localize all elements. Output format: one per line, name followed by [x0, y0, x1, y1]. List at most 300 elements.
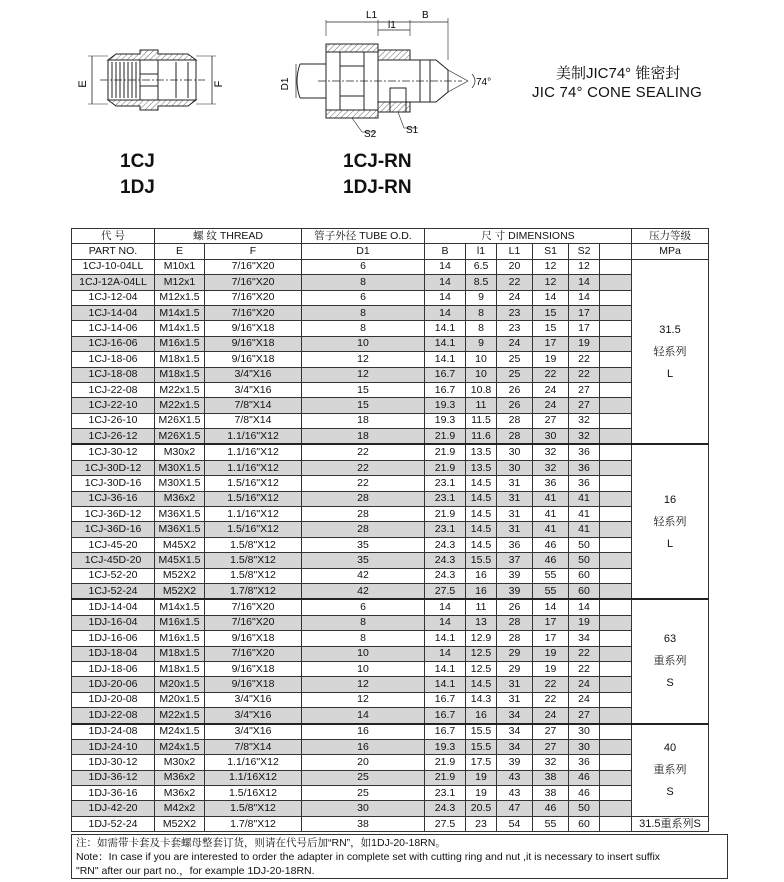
- cell-blank: [600, 599, 632, 615]
- cell-dim-s1: 17: [533, 615, 569, 630]
- cell-tube-d1: 15: [302, 382, 425, 397]
- cell-dim-l1: 39: [497, 568, 533, 583]
- cell-dim-s1: 24: [533, 398, 569, 413]
- cell-dim-s2: 19: [569, 336, 600, 351]
- cell-tube-d1: 20: [302, 755, 425, 770]
- cell-blank: [600, 476, 632, 491]
- cell-dim-i1: 12.9: [466, 631, 497, 646]
- cell-thread-e: M52X2: [155, 568, 205, 583]
- cell-dim-s2: 30: [569, 724, 600, 740]
- cell-dim-l1: 28: [497, 615, 533, 630]
- cell-dim-l1: 26: [497, 398, 533, 413]
- cell-dim-l1: 28: [497, 413, 533, 428]
- cell-thread-e: M14x1.5: [155, 305, 205, 320]
- cell-part-no: 1DJ-24-08: [72, 724, 155, 740]
- cell-blank: [600, 553, 632, 568]
- cell-blank: [600, 259, 632, 274]
- cell-dim-i1: 15.5: [466, 739, 497, 754]
- pressure-group: [632, 259, 709, 444]
- cell-part-no: 1DJ-42-20: [72, 801, 155, 816]
- table-row: [72, 786, 709, 801]
- header-blank: [600, 244, 632, 259]
- cell-part-no: 1DJ-22-08: [72, 708, 155, 724]
- cell-dim-s2: 17: [569, 321, 600, 336]
- cell-blank: [600, 801, 632, 816]
- cell-dim-l1: 28: [497, 429, 533, 445]
- cell-thread-f: 1.5/16"X12: [205, 491, 302, 506]
- pressure-line: 重系列: [653, 655, 687, 668]
- table-row: [72, 336, 709, 351]
- cell-dim-s2: 60: [569, 568, 600, 583]
- cell-tube-d1: 6: [302, 259, 425, 274]
- cell-dim-b: 23.1: [425, 491, 466, 506]
- cell-thread-f: 7/8"X14: [205, 413, 302, 428]
- cell-blank: [600, 444, 632, 460]
- cell-tube-d1: 22: [302, 444, 425, 460]
- cell-blank: [600, 739, 632, 754]
- cell-thread-f: 1.5/16X12: [205, 786, 302, 801]
- cell-tube-d1: 15: [302, 398, 425, 413]
- cell-dim-s1: 32: [533, 755, 569, 770]
- cell-dim-b: 14.1: [425, 352, 466, 367]
- table-row: [72, 661, 709, 676]
- cell-dim-i1: 8: [466, 321, 497, 336]
- cell-dim-l1: 34: [497, 739, 533, 754]
- cell-part-no: 1CJ-22-10: [72, 398, 155, 413]
- cell-dim-i1: 19: [466, 770, 497, 785]
- cell-dim-s2: 34: [569, 631, 600, 646]
- table-row: [72, 677, 709, 692]
- cell-dim-i1: 20.5: [466, 801, 497, 816]
- cell-thread-f: 3/4"X16: [205, 692, 302, 707]
- cell-dim-s1: 15: [533, 305, 569, 320]
- cell-part-no: 1DJ-36-16: [72, 786, 155, 801]
- cell-tube-d1: 28: [302, 522, 425, 537]
- cell-thread-f: 1.1/16"X12: [205, 460, 302, 475]
- cone-sealing-cn: 美制JIC74° 锥密封: [556, 65, 681, 82]
- cell-tube-d1: 18: [302, 413, 425, 428]
- cell-dim-b: 14: [425, 599, 466, 615]
- cell-dim-i1: 14.5: [466, 522, 497, 537]
- header-f: F: [205, 244, 302, 259]
- cell-blank: [600, 382, 632, 397]
- cell-dim-b: 14: [425, 646, 466, 661]
- cell-dim-i1: 9: [466, 290, 497, 305]
- cell-part-no: 1DJ-36-12: [72, 770, 155, 785]
- cell-part-no: 1CJ-10-04LL: [72, 259, 155, 274]
- order-note: [71, 834, 728, 879]
- cell-dim-i1: 10: [466, 367, 497, 382]
- cell-tube-d1: 22: [302, 460, 425, 475]
- dim-label-f: F: [213, 80, 225, 88]
- cell-thread-f: 3/4"X16: [205, 708, 302, 724]
- cell-dim-l1: 43: [497, 770, 533, 785]
- cell-thread-f: 7/16"X20: [205, 305, 302, 320]
- cell-blank: [600, 755, 632, 770]
- cell-dim-b: 24.3: [425, 568, 466, 583]
- cell-tube-d1: 28: [302, 507, 425, 522]
- cell-tube-d1: 25: [302, 786, 425, 801]
- dim-label-b: B: [422, 10, 429, 21]
- pressure-line: 16: [663, 493, 677, 506]
- cell-dim-b: 14: [425, 259, 466, 274]
- cell-part-no: 1CJ-30D-12: [72, 460, 155, 475]
- cell-thread-e: M14x1.5: [155, 321, 205, 336]
- cell-dim-s2: 19: [569, 615, 600, 630]
- cell-dim-b: 19.3: [425, 398, 466, 413]
- drawings-area: [0, 0, 784, 222]
- cell-blank: [600, 429, 632, 445]
- table-row: [72, 413, 709, 428]
- cell-thread-e: M30X1.5: [155, 476, 205, 491]
- dim-label-s2: S2: [364, 129, 377, 140]
- cell-dim-s1: 41: [533, 522, 569, 537]
- table-row: [72, 460, 709, 475]
- cell-blank: [600, 522, 632, 537]
- cell-dim-b: 14.1: [425, 336, 466, 351]
- cell-dim-b: 19.3: [425, 413, 466, 428]
- cell-thread-f: 7/16"X20: [205, 275, 302, 290]
- cell-thread-f: 1.5/16"X12: [205, 522, 302, 537]
- cell-dim-b: 21.9: [425, 770, 466, 785]
- cell-thread-f: 9/16"X18: [205, 321, 302, 336]
- cell-dim-s1: 19: [533, 646, 569, 661]
- cell-dim-s1: 15: [533, 321, 569, 336]
- cell-dim-l1: 29: [497, 661, 533, 676]
- cell-dim-l1: 23: [497, 305, 533, 320]
- cell-thread-e: M45X1.5: [155, 553, 205, 568]
- table-row: [72, 631, 709, 646]
- cell-part-no: 1CJ-52-20: [72, 568, 155, 583]
- cell-thread-e: M18x1.5: [155, 646, 205, 661]
- cell-part-no: 1CJ-45D-20: [72, 553, 155, 568]
- cell-dim-i1: 9: [466, 336, 497, 351]
- cell-dim-l1: 47: [497, 801, 533, 816]
- cell-dim-l1: 24: [497, 336, 533, 351]
- cell-thread-e: M16x1.5: [155, 336, 205, 351]
- note-cn: 注：如需带卡套及卡套螺母整套订货，则请在代号后加“RN”，如1DJ-20-18RN。: [76, 837, 446, 849]
- cell-thread-f: 1.5/8"X12: [205, 801, 302, 816]
- cell-thread-f: 7/16"X20: [205, 290, 302, 305]
- cell-part-no: 1CJ-36-16: [72, 491, 155, 506]
- cell-dim-i1: 12.5: [466, 661, 497, 676]
- cell-tube-d1: 18: [302, 429, 425, 445]
- cell-part-no: 1CJ-36D-12: [72, 507, 155, 522]
- header-s1: S1: [533, 244, 569, 259]
- cell-thread-e: M30x2: [155, 755, 205, 770]
- cell-blank: [600, 460, 632, 475]
- cell-tube-d1: 12: [302, 352, 425, 367]
- cell-dim-i1: 13.5: [466, 444, 497, 460]
- note-en-1: Note：In case if you are interested to order the adapter in complete set with cutting ring and nut ,it is necessary to insert suffix: [76, 851, 661, 863]
- cell-dim-s1: 55: [533, 816, 569, 831]
- cell-part-no: 1DJ-18-04: [72, 646, 155, 661]
- cell-blank: [600, 305, 632, 320]
- cell-dim-l1: 39: [497, 755, 533, 770]
- table-row: [72, 553, 709, 568]
- pressure-line: 轻系列: [653, 515, 687, 528]
- cell-thread-e: M20x1.5: [155, 677, 205, 692]
- cell-dim-s2: 50: [569, 553, 600, 568]
- cell-tube-d1: 12: [302, 677, 425, 692]
- dim-label-angle: 74°: [476, 77, 492, 88]
- cell-part-no: 1CJ-18-06: [72, 352, 155, 367]
- cell-tube-d1: 42: [302, 583, 425, 599]
- cell-blank: [600, 708, 632, 724]
- cell-blank: [600, 786, 632, 801]
- cell-part-no: 1CJ-26-10: [72, 413, 155, 428]
- header-part-no: PART NO.: [72, 244, 155, 259]
- cell-blank: [600, 413, 632, 428]
- cell-dim-i1: 17.5: [466, 755, 497, 770]
- cell-dim-s1: 46: [533, 801, 569, 816]
- part-label-right-1: 1CJ-RN: [343, 151, 412, 172]
- header-e: E: [155, 244, 205, 259]
- cell-dim-s2: 36: [569, 444, 600, 460]
- cell-tube-d1: 16: [302, 739, 425, 754]
- cell-thread-e: M12x1: [155, 275, 205, 290]
- cell-dim-l1: 31: [497, 476, 533, 491]
- cell-dim-s2: 22: [569, 646, 600, 661]
- dim-label-s1: S1: [406, 125, 419, 136]
- cell-dim-s2: 60: [569, 816, 600, 831]
- header-d1: D1: [302, 244, 425, 259]
- cell-dim-b: 14: [425, 275, 466, 290]
- table-row: [72, 491, 709, 506]
- cell-dim-s2: 17: [569, 305, 600, 320]
- table-row: [72, 599, 709, 615]
- cell-dim-s1: 22: [533, 367, 569, 382]
- cell-part-no: 1DJ-16-04: [72, 615, 155, 630]
- cell-thread-f: 1.1/16"X12: [205, 429, 302, 445]
- cell-thread-f: 1.5/16"X12: [205, 476, 302, 491]
- cell-dim-s1: 27: [533, 413, 569, 428]
- cell-tube-d1: 8: [302, 615, 425, 630]
- cell-dim-b: 21.9: [425, 507, 466, 522]
- table-row: [72, 352, 709, 367]
- cell-dim-i1: 11.6: [466, 429, 497, 445]
- cell-dim-i1: 8: [466, 305, 497, 320]
- header-code: 代 号: [72, 229, 155, 244]
- cell-dim-l1: 30: [497, 460, 533, 475]
- table-row: [72, 755, 709, 770]
- cell-blank: [600, 646, 632, 661]
- cell-thread-f: 7/16"X20: [205, 259, 302, 274]
- cell-thread-e: M36X1.5: [155, 507, 205, 522]
- cell-dim-b: 14.1: [425, 677, 466, 692]
- cell-dim-s1: 36: [533, 476, 569, 491]
- part-label-left-1: 1CJ: [120, 151, 155, 172]
- cell-dim-i1: 14.5: [466, 537, 497, 552]
- cell-dim-l1: 34: [497, 708, 533, 724]
- left-fitting-drawing: [88, 50, 216, 110]
- cell-dim-b: 23.1: [425, 522, 466, 537]
- cell-blank: [600, 816, 632, 831]
- cell-thread-e: M36x2: [155, 786, 205, 801]
- part-label-left-2: 1DJ: [120, 177, 155, 198]
- cell-dim-i1: 11.5: [466, 413, 497, 428]
- cell-thread-f: 7/16"X20: [205, 599, 302, 615]
- cell-thread-f: 1.5/8"X12: [205, 568, 302, 583]
- cell-tube-d1: 22: [302, 476, 425, 491]
- cell-dim-l1: 26: [497, 382, 533, 397]
- cell-dim-l1: 31: [497, 491, 533, 506]
- cell-dim-l1: 54: [497, 816, 533, 831]
- cell-dim-b: 16.7: [425, 724, 466, 740]
- cell-dim-l1: 34: [497, 724, 533, 740]
- cell-dim-i1: 13.5: [466, 460, 497, 475]
- cell-dim-s1: 46: [533, 537, 569, 552]
- cell-thread-f: 9/16"X18: [205, 661, 302, 676]
- cell-thread-f: 3/4"X16: [205, 382, 302, 397]
- cell-dim-i1: 14.5: [466, 677, 497, 692]
- cell-dim-s2: 32: [569, 413, 600, 428]
- cell-part-no: 1CJ-45-20: [72, 537, 155, 552]
- cell-dim-s1: 55: [533, 583, 569, 599]
- cell-dim-b: 14.1: [425, 631, 466, 646]
- cell-tube-d1: 10: [302, 661, 425, 676]
- cell-dim-s1: 19: [533, 352, 569, 367]
- table-row: [72, 615, 709, 630]
- dimensions-table: [71, 228, 709, 832]
- cell-dim-s1: 17: [533, 336, 569, 351]
- table-row: [72, 444, 709, 460]
- pressure-line: 31.5重系列S: [639, 817, 701, 830]
- pressure-line: 63: [663, 633, 677, 646]
- cell-dim-b: 21.9: [425, 460, 466, 475]
- table-row: [72, 321, 709, 336]
- cell-dim-i1: 14.3: [466, 692, 497, 707]
- cell-tube-d1: 16: [302, 724, 425, 740]
- cell-dim-l1: 25: [497, 367, 533, 382]
- pressure-group: [632, 816, 709, 831]
- cell-dim-s1: 27: [533, 724, 569, 740]
- cell-dim-s1: 12: [533, 259, 569, 274]
- cell-dim-l1: 36: [497, 537, 533, 552]
- cell-dim-s1: 55: [533, 568, 569, 583]
- table-row: [72, 646, 709, 661]
- cell-dim-s2: 41: [569, 522, 600, 537]
- cell-dim-s1: 41: [533, 491, 569, 506]
- table-body: [72, 259, 709, 831]
- dim-label-i1: l1: [388, 20, 396, 31]
- cell-thread-e: M36X1.5: [155, 522, 205, 537]
- cell-dim-i1: 10.8: [466, 382, 497, 397]
- table-row: [72, 568, 709, 583]
- pressure-group: [632, 599, 709, 723]
- table-row: [72, 259, 709, 274]
- cell-thread-f: 1.1/16"X12: [205, 507, 302, 522]
- table-row: [72, 429, 709, 445]
- cell-dim-s2: 12: [569, 259, 600, 274]
- cell-thread-f: 3/4"X16: [205, 724, 302, 740]
- table-row: [72, 583, 709, 599]
- cell-dim-s2: 32: [569, 429, 600, 445]
- cell-dim-l1: 24: [497, 290, 533, 305]
- cell-tube-d1: 12: [302, 692, 425, 707]
- cell-thread-e: M16x1.5: [155, 615, 205, 630]
- cell-dim-b: 16.7: [425, 708, 466, 724]
- dim-label-d1: D1: [280, 77, 291, 91]
- cell-dim-b: 21.9: [425, 755, 466, 770]
- cell-tube-d1: 8: [302, 275, 425, 290]
- header-l1: L1: [497, 244, 533, 259]
- cell-blank: [600, 321, 632, 336]
- cell-thread-f: 1.5/8"X12: [205, 537, 302, 552]
- cell-dim-s2: 36: [569, 460, 600, 475]
- header-dimensions: 尺 寸 DIMENSIONS: [425, 229, 632, 244]
- cell-dim-l1: 31: [497, 507, 533, 522]
- cell-dim-l1: 28: [497, 631, 533, 646]
- cell-dim-i1: 13: [466, 615, 497, 630]
- cell-part-no: 1CJ-22-08: [72, 382, 155, 397]
- cell-thread-f: 3/4"X16: [205, 367, 302, 382]
- cell-dim-s1: 38: [533, 770, 569, 785]
- cell-dim-i1: 11: [466, 398, 497, 413]
- cell-dim-b: 24.3: [425, 553, 466, 568]
- cell-thread-e: M30x2: [155, 444, 205, 460]
- cell-thread-f: 7/8"X14: [205, 398, 302, 413]
- cell-thread-f: 1.1/16X12: [205, 770, 302, 785]
- cell-part-no: 1DJ-18-06: [72, 661, 155, 676]
- cell-dim-s2: 14: [569, 599, 600, 615]
- cell-dim-i1: 11: [466, 599, 497, 615]
- header-s2: S2: [569, 244, 600, 259]
- cell-dim-b: 16.7: [425, 367, 466, 382]
- cell-dim-l1: 31: [497, 522, 533, 537]
- cell-thread-f: 7/16"X20: [205, 615, 302, 630]
- cell-thread-e: M22x1.5: [155, 398, 205, 413]
- cell-blank: [600, 631, 632, 646]
- cell-blank: [600, 290, 632, 305]
- cell-dim-b: 16.7: [425, 692, 466, 707]
- cell-dim-i1: 12.5: [466, 646, 497, 661]
- cell-dim-s2: 46: [569, 770, 600, 785]
- cell-dim-i1: 16: [466, 568, 497, 583]
- cell-part-no: 1CJ-12-04: [72, 290, 155, 305]
- table-row: [72, 275, 709, 290]
- cell-dim-l1: 31: [497, 677, 533, 692]
- cell-blank: [600, 398, 632, 413]
- cell-dim-l1: 20: [497, 259, 533, 274]
- table-row: [72, 290, 709, 305]
- cell-thread-f: 7/16"X20: [205, 646, 302, 661]
- cell-part-no: 1CJ-30-12: [72, 444, 155, 460]
- header-i1: l1: [466, 244, 497, 259]
- cell-thread-e: M14x1.5: [155, 599, 205, 615]
- cell-dim-l1: 37: [497, 553, 533, 568]
- cell-thread-e: M18x1.5: [155, 367, 205, 382]
- table-row: [72, 507, 709, 522]
- cell-dim-s2: 36: [569, 476, 600, 491]
- cell-dim-s2: 30: [569, 739, 600, 754]
- cell-dim-s1: 46: [533, 553, 569, 568]
- cell-dim-l1: 43: [497, 786, 533, 801]
- table-row: [72, 398, 709, 413]
- header-b: B: [425, 244, 466, 259]
- cell-thread-e: M24x1.5: [155, 724, 205, 740]
- cell-thread-e: M24x1.5: [155, 739, 205, 754]
- cell-dim-i1: 16: [466, 583, 497, 599]
- pressure-line: L: [666, 537, 674, 550]
- cell-dim-l1: 30: [497, 444, 533, 460]
- table-row: [72, 305, 709, 320]
- cell-tube-d1: 6: [302, 599, 425, 615]
- cell-tube-d1: 10: [302, 646, 425, 661]
- right-fitting-drawing: [296, 18, 475, 132]
- cell-dim-s1: 27: [533, 739, 569, 754]
- cell-tube-d1: 14: [302, 708, 425, 724]
